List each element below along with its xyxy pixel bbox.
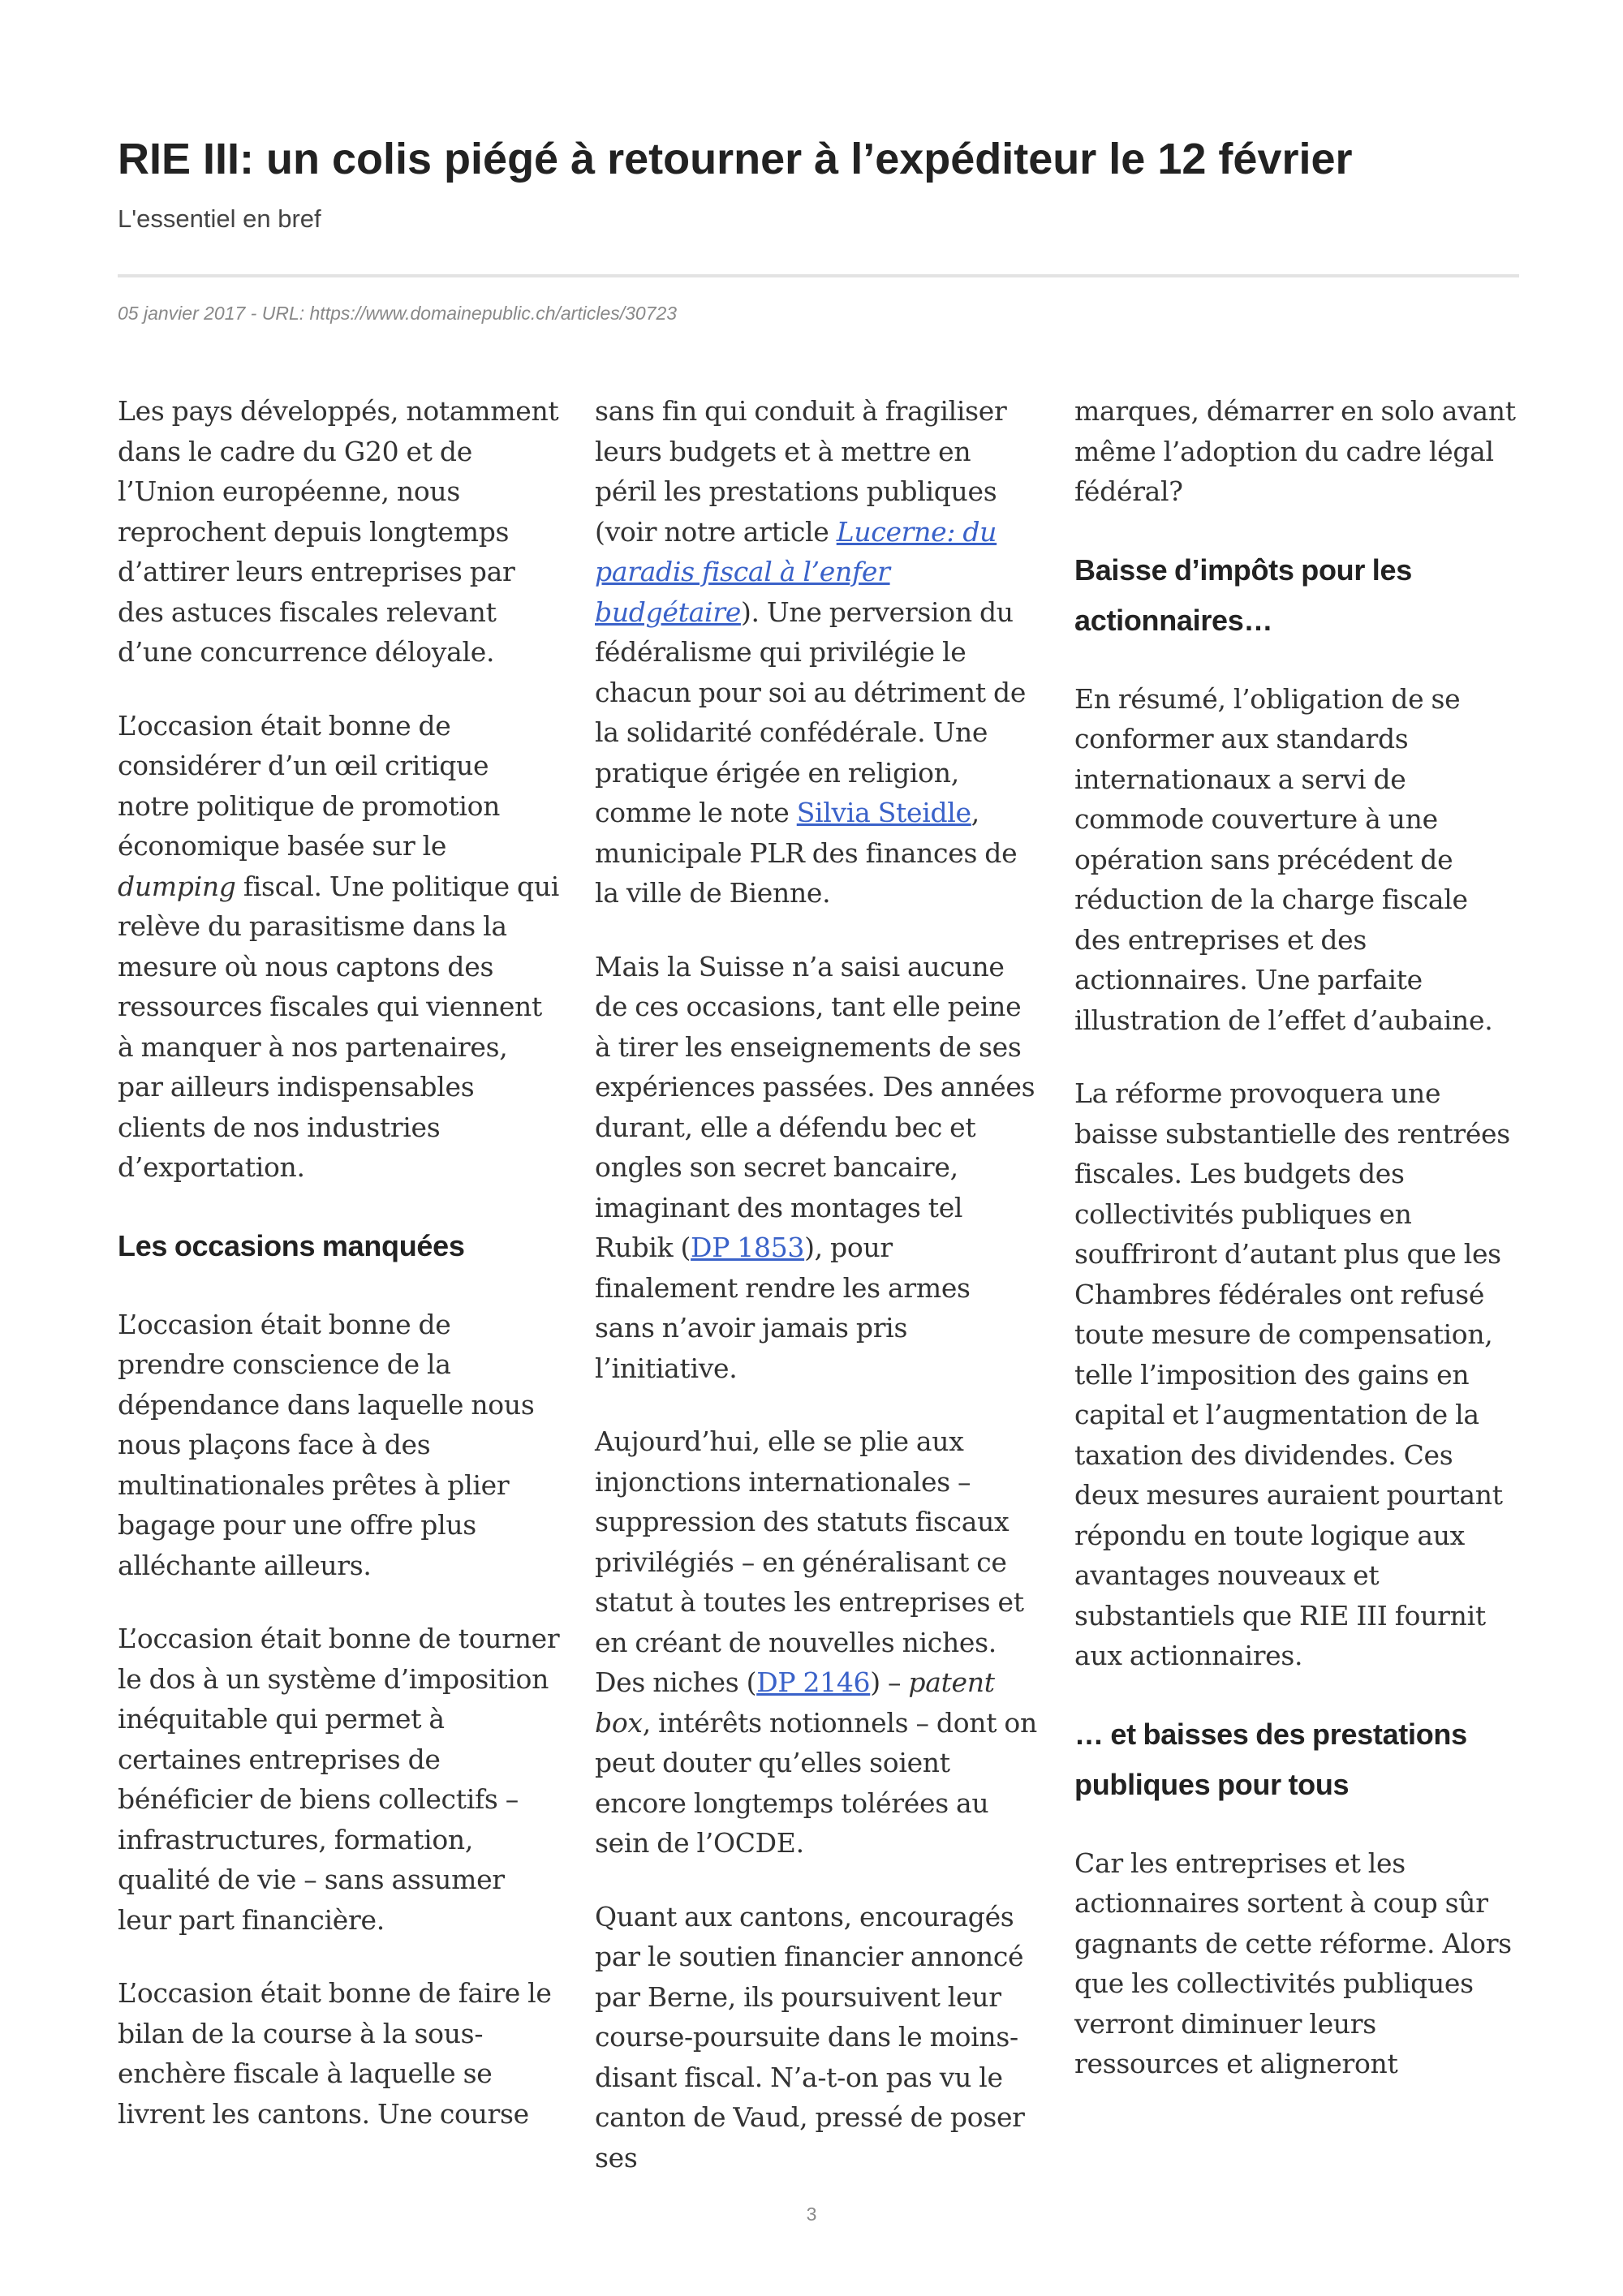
paragraph — [595, 391, 1037, 914]
text-column-3 — [1074, 391, 1517, 2118]
article-link-lucerne[interactable]: Lucerne: du paradis fiscal à l’enfer budgétaire — [595, 515, 997, 628]
page-number: 3 — [806, 2204, 817, 2225]
article-meta: 05 janvier 2017 - URL: https://www.domainepublic.ch/articles/30723 — [118, 303, 678, 324]
text-column-2 — [595, 391, 1037, 2211]
text-run: ), pour finalement rendre les armes sans n’avoir jamais pris l’initiative. — [595, 1232, 971, 1384]
link-dp-2146[interactable]: DP 2146 — [756, 1666, 871, 1698]
text-run: ). Une perversion du fédéralisme qui privilégie le chacun pour soi au détriment de la solidarité confédérale. Une pratique érigée en religion, comme le note — [595, 595, 1027, 828]
text-column-1 — [118, 391, 560, 2167]
emphasis-text: dumping — [118, 870, 236, 902]
paragraph — [595, 947, 1037, 1389]
paragraph: Les pays développés, notamment dans le cadre du G20 et de l’Union européenne, nous reprochent depuis longtemps d’attirer leurs entreprises par des astuces fiscales relevant d’une concurrence déloyale. — [118, 395, 559, 668]
paragraph — [595, 1421, 1037, 1864]
text-run: Mais la Suisse n’a saisi aucune de ces occasions, tant elle peine à tirer les enseignements de ses expériences passées. Des années durant, elle a défendu bec et ongles son secret bancaire, imaginant des montages tel Rubik ( — [595, 950, 1035, 1263]
article-subtitle: L'essentiel en bref — [118, 204, 321, 233]
text-run: , municipale PLR des finances de la ville de Bienne. — [595, 797, 1018, 909]
paragraph: Car les entreprises et les actionnaires sortent à coup sûr gagnants de cette réforme. Alors que les collectivités publiques verront diminuer leurs ressources et aligneront — [1074, 1847, 1512, 2079]
text-run: sans fin qui conduit à fragiliser leurs budgets et à mettre en péril les prestations publiques (voir notre article — [595, 395, 1007, 548]
section-heading: Baisse d’impôts pour les actionnaires… — [1074, 553, 1412, 637]
paragraph: La réforme provoquera une baisse substantielle des rentrées fiscales. Les budgets des collectivités publiques en souffriront d’autant plus que les Chambres fédérales ont refusé toute mesure de compensation, telle l’imposition des gains en capital et l’augmentation de la taxation des dividendes. Ces deux mesures auraient pourtant répondu en toute logique aux avantages nouveaux et substantiels que RIE III fournit aux actionnaires. — [1074, 1077, 1510, 1671]
paragraph: L’occasion était bonne de tourner le dos à un système d’imposition inéquitable qui permet à certaines entreprises de bénéficier de biens collectifs – infrastructures, formation, qualité de vie – sans assumer leur part financière. — [118, 1623, 560, 1936]
paragraph: L’occasion était bonne de faire le bilan de la course à la sous-enchère fiscale à laquelle se livrent les cantons. Une course — [118, 1977, 552, 2130]
section-heading: … et baisses des prestations publiques pour tous — [1074, 1717, 1467, 1801]
text-run: fiscal. Une politique qui relève du parasitisme dans la mesure où nous captons des ressources fiscales qui viennent à manquer à nos partenaires, par ailleurs indispensables clients de nos industries d’exportation. — [118, 870, 560, 1183]
link-silvia-steidle[interactable]: Silvia Steidle — [796, 797, 971, 828]
text-run: ) – — [870, 1666, 909, 1698]
text-run: Aujourd’hui, elle se plie aux injonctions internationales – suppression des statuts fiscaux privilégiés – en généralisant ce statut à toutes les entreprises et en créant de nouvelles niches. Des niches ( — [595, 1425, 1024, 1698]
paragraph: Quant aux cantons, encouragés par le soutien financier annoncé par Berne, ils poursuivent leur course-poursuite dans le moins-disant fiscal. N’a-t-on pas vu le canton de Vaud, pressé de poser ses — [595, 1900, 1025, 2173]
text-run: L’occasion était bonne de considérer d’un œil critique notre politique de promotion économique basée sur le — [118, 709, 501, 862]
paragraph: marques, démarrer en solo avant même l’adoption du cadre légal fédéral? — [1074, 395, 1516, 507]
paragraph: En résumé, l’obligation de se conformer aux standards internationaux a servi de commode couverture à une opération sans précédent de réduction de la charge fiscale des entreprises et des actionnaires. Une parfaite illustration de l’effet d’aubaine. — [1074, 682, 1493, 1036]
section-heading: Les occasions manquées — [118, 1228, 465, 1262]
header-divider — [118, 274, 1519, 277]
text-run: , intérêts notionnels – dont on peut douter qu’elles soient encore longtemps tolérées au sein de l’OCDE. — [595, 1706, 1037, 1859]
paragraph — [118, 706, 560, 1188]
link-dp-1853[interactable]: DP 1853 — [691, 1232, 805, 1263]
emphasis-text: patent box — [595, 1666, 995, 1739]
article-title: RIE III: un colis piégé à retourner à l’expéditeur le 12 février — [118, 135, 1353, 183]
paragraph: L’occasion était bonne de prendre conscience de la dépendance dans laquelle nous nous plaçons face à des multinationales prêtes à plier bagage pour une offre plus alléchante ailleurs. — [118, 1308, 535, 1581]
